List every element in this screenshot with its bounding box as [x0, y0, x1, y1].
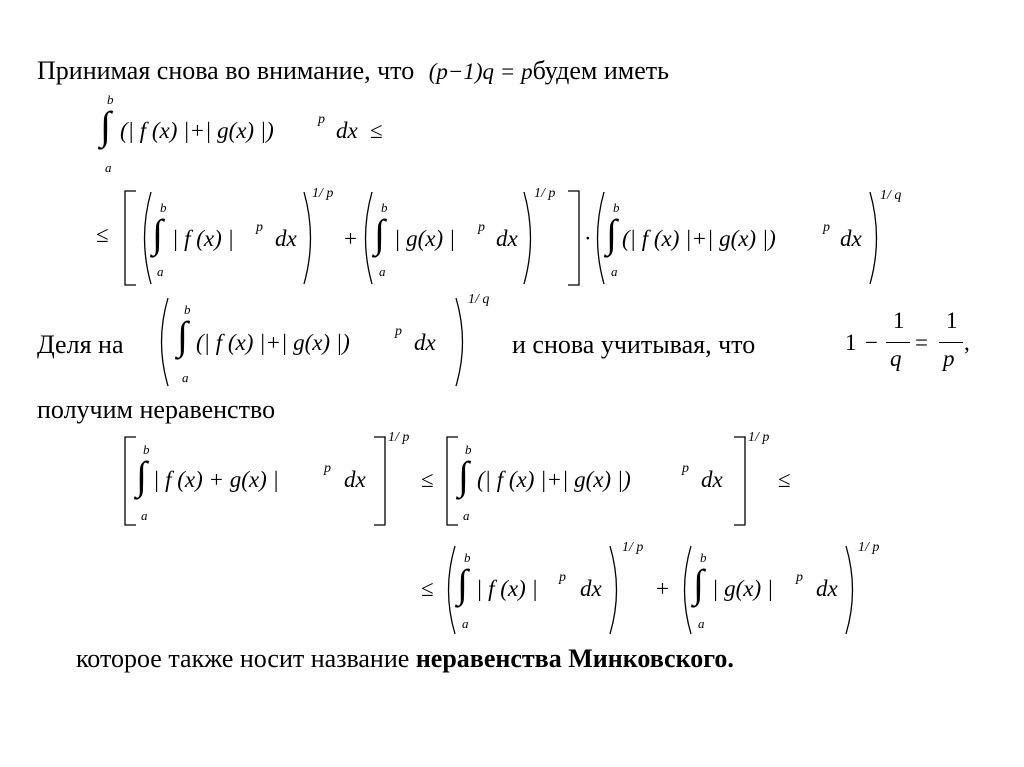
right-paren — [844, 544, 860, 636]
fraction-2-den: p — [943, 346, 955, 371]
eq3-power2: p — [682, 461, 689, 476]
left-paren — [441, 544, 457, 636]
eq4-term2: | g(x) | — [712, 576, 774, 601]
left-paren — [358, 190, 374, 286]
integral-sign: ∫ — [177, 313, 188, 358]
eq4-power1: p — [559, 570, 566, 585]
lower-limit: a — [379, 264, 386, 279]
integral-sign: ∫ — [606, 211, 617, 256]
right-paren — [868, 190, 884, 286]
divide-comma: , — [964, 330, 970, 355]
eq4-lead: ≤ — [421, 576, 434, 601]
final-bold: неравенства Минковского. — [415, 644, 734, 673]
fraction-1-den: q — [890, 346, 902, 371]
divide-integrand: (| f (x) |+| g(x) |) — [196, 330, 350, 355]
right-paren — [608, 544, 624, 636]
fraction-1-num: 1 — [893, 308, 905, 333]
eq2-power1: p — [256, 220, 263, 235]
eq1-power: p — [318, 112, 325, 127]
eq2-lead: ≤ — [96, 222, 109, 247]
left-paren — [677, 544, 693, 636]
left-square-bracket — [122, 190, 138, 286]
eq3-rel: ≤ — [421, 467, 434, 492]
lower-limit: a — [698, 616, 705, 631]
lower-limit: a — [462, 616, 469, 631]
intro-text: Принимая снова во внимание, что — [37, 56, 415, 85]
right-square-bracket — [732, 436, 748, 526]
divide-dx: dx — [414, 330, 436, 355]
intro-line — [37, 56, 669, 86]
upper-limit: b — [107, 92, 114, 107]
divide-power: p — [395, 324, 402, 339]
eq1-dx: dx — [336, 118, 358, 143]
divide-one: 1 — [845, 330, 857, 355]
fraction-1-bar — [886, 342, 910, 343]
integral-sign: ∫ — [100, 103, 111, 148]
upper-limit: b — [613, 200, 620, 215]
right-paren — [302, 190, 318, 286]
integral-sign: ∫ — [458, 453, 469, 498]
outer-power-3: 1/ q — [880, 188, 902, 203]
get-line: получим неравенство — [37, 395, 276, 424]
eq4-dx2: dx — [816, 576, 838, 601]
eq2-term2: | g(x) | — [394, 226, 456, 251]
eq2-power2: p — [478, 220, 485, 235]
upper-limit: b — [465, 442, 472, 457]
lower-limit: a — [182, 370, 189, 385]
eq4-plus: + — [656, 576, 669, 601]
upper-limit: b — [464, 550, 471, 565]
left-paren — [154, 296, 170, 388]
eq2-dot: · — [584, 226, 592, 251]
divide-text: и снова учитывая, что — [512, 330, 756, 359]
eq2-term1: | f (x) | — [172, 226, 234, 251]
upper-limit: b — [381, 200, 388, 215]
divide-outer-power: 1/ q — [468, 292, 490, 307]
eq2-term3: (| f (x) |+| g(x) |) — [622, 226, 776, 251]
lower-limit: a — [463, 508, 470, 523]
lower-limit: a — [611, 264, 618, 279]
right-square-bracket — [372, 436, 388, 526]
right-paren — [454, 296, 470, 388]
final-line — [76, 644, 734, 674]
right-paren — [522, 190, 538, 286]
eq3-rhs: (| f (x) |+| g(x) |) — [477, 467, 631, 492]
upper-limit: b — [160, 200, 167, 215]
upper-limit: b — [700, 550, 707, 565]
eq3-dx2: dx — [701, 467, 723, 492]
upper-limit: b — [184, 302, 191, 317]
left-paren — [137, 190, 153, 286]
divide-label: Деля на — [37, 330, 124, 359]
eq2-dx3: dx — [840, 226, 862, 251]
outer-power-2: 1/ p — [534, 186, 556, 201]
eq3-lhs: | f (x) + g(x) | — [153, 467, 279, 492]
eq4-outer-power2: 1/ p — [858, 540, 880, 555]
right-square-bracket — [566, 190, 582, 286]
eq2-power3: p — [823, 220, 830, 235]
fraction-2-bar — [939, 342, 963, 343]
eq4-dx1: dx — [580, 576, 602, 601]
eq1-integrand: (| f (x) |+| g(x) |) — [120, 118, 274, 143]
integral-sign: ∫ — [457, 561, 468, 606]
integral-sign: ∫ — [136, 453, 147, 498]
final-text: которое также носит название — [76, 644, 410, 673]
intro-tail: будем иметь — [532, 56, 670, 85]
integral-sign: ∫ — [374, 211, 385, 256]
eq3-outer-power1: 1/ p — [388, 430, 410, 445]
integral-sign: ∫ — [152, 211, 163, 256]
outer-power-1: 1/ p — [312, 186, 334, 201]
integral-sign: ∫ — [693, 561, 704, 606]
eq4-power2: p — [796, 570, 803, 585]
upper-limit: b — [143, 442, 150, 457]
eq4-outer-power1: 1/ p — [622, 540, 644, 555]
eq2-dx1: dx — [275, 226, 297, 251]
eq3-power1: p — [324, 461, 331, 476]
eq2-dx2: dx — [496, 226, 518, 251]
lower-limit: a — [157, 264, 164, 279]
eq1-rel: ≤ — [370, 118, 383, 143]
fraction-2-num: 1 — [946, 308, 958, 333]
lower-limit: a — [141, 508, 148, 523]
eq3-outer-power2: 1/ p — [748, 430, 770, 445]
eq2-plus: + — [344, 226, 357, 251]
intro-formula: (p−1)q = p — [428, 59, 533, 84]
divide-minus: − — [865, 330, 878, 355]
eq4-term1: | f (x) | — [476, 576, 538, 601]
eq3-rel2: ≤ — [778, 467, 791, 492]
left-paren — [590, 190, 606, 286]
lower-limit: a — [105, 160, 112, 175]
eq3-dx1: dx — [344, 467, 366, 492]
divide-eq: = — [915, 330, 928, 355]
